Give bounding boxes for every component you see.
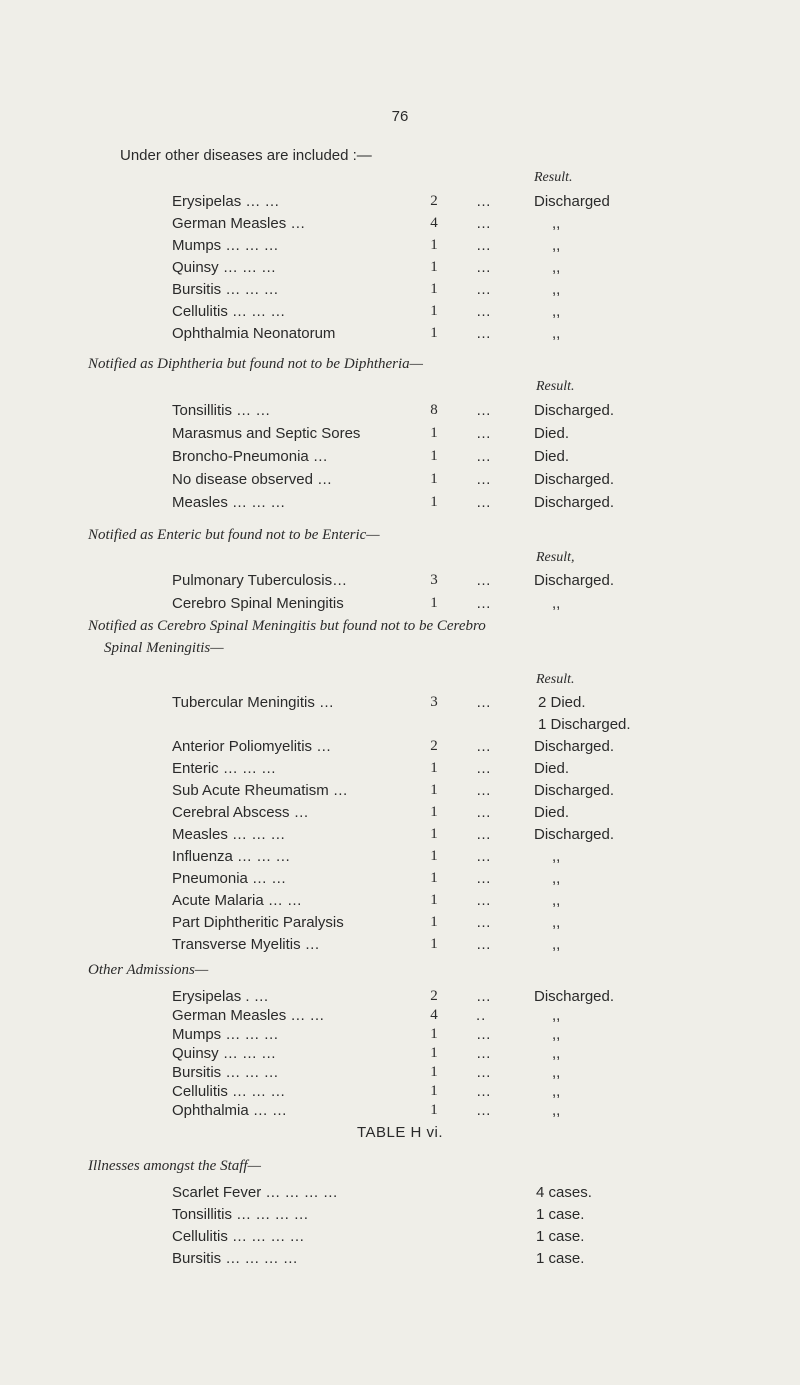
table-row [172,760,712,781]
case-count: 1 [430,471,438,487]
table-row [172,303,712,324]
table-row [172,237,712,258]
disease-name: Mumps … … … [172,1026,279,1043]
disease-name: Tonsillitis … … [172,402,271,419]
leader-dots: … [476,425,492,442]
result-heading: Result. [534,170,573,185]
table-heading: TABLE H vi. [356,1124,444,1141]
result-value: Discharged. [534,782,615,799]
case-count: 3 [430,572,438,588]
result-value: ,, [552,914,561,931]
table-row [172,425,712,446]
table-row [172,402,712,423]
disease-name: Tubercular Meningitis … [172,694,335,711]
leader-dots: … [476,193,492,210]
case-count: 1 [430,1064,438,1080]
case-count: 1 [430,237,438,253]
result-value: ,, [552,1026,561,1043]
table-row [172,1083,712,1103]
disease-name: Quinsy … … … [172,1045,277,1062]
leader-dots: … [476,215,492,232]
case-count: 1 case. [536,1228,585,1245]
page-number: 76 [391,108,409,125]
table-row [172,936,712,957]
disease-name: Bursitis … … … [172,1064,279,1081]
table-row [172,1064,712,1085]
result-value: ,, [552,1045,561,1062]
result-value: Discharged. [534,826,615,843]
table-row [172,782,712,803]
leader-dots: … [476,572,492,589]
section-title: Notified as Cerebro Spinal Meningitis but found not to be Cerebro [88,618,486,634]
table-row [172,193,712,214]
result-value: ,, [552,1007,561,1024]
disease-name: Bursitis … … … [172,281,279,298]
case-count: 1 [430,914,438,930]
result-value: Died. [534,425,570,442]
table-row [172,848,712,869]
result-value: ,, [552,936,561,953]
disease-name: Influenza … … … [172,848,291,865]
leader-dots: … [476,448,492,465]
leader-dots: … [476,738,492,755]
leader-dots: … [476,471,492,488]
disease-name: Cerebro Spinal Meningitis [172,595,344,612]
case-count: 1 [430,425,438,441]
table-row [172,448,712,469]
result-value: ,, [552,237,561,254]
result-value: Discharged [534,193,610,210]
case-count: 2 [430,988,438,1004]
leader-dots: … [476,1045,492,1062]
table-row [172,471,712,492]
result-value: Died. [534,448,570,465]
case-count: 1 case. [536,1250,585,1267]
table-row [172,988,712,1009]
disease-name: German Measles … … [172,1007,325,1024]
result-value: ,, [552,848,561,865]
case-count: 1 [430,782,438,798]
illness-name: Cellulitis … … … … [172,1228,305,1245]
result-value: Discharged. [534,572,615,589]
disease-name: German Measles … [172,215,306,232]
result-value: ,, [552,870,561,887]
leader-dots: … [476,1102,491,1119]
result-value: ,, [552,215,561,232]
table-row [172,1007,712,1028]
case-count: 1 [430,494,438,510]
disease-name: No disease observed … [172,471,333,488]
case-count: 1 [430,325,438,341]
disease-name: Cerebral Abscess … [172,804,309,821]
table-row [172,1026,712,1047]
leader-dots: … [476,804,492,821]
illness-name: Scarlet Fever … … … … [172,1184,338,1201]
leader-dots: … [476,760,492,777]
leader-dots: … [476,988,492,1005]
table-row [172,259,712,280]
leader-dots: … [476,870,492,887]
result-value: Discharged. [534,402,615,419]
table-row [172,595,712,616]
result-value: ,, [552,281,561,298]
case-count: 1 [430,1083,438,1099]
result-heading: Result. [536,379,575,394]
intro-text: Under other diseases are included :— [120,147,372,164]
disease-name: Mumps … … … [172,237,279,254]
leader-dots: … [476,826,492,843]
disease-name: Measles … … … [172,826,286,843]
disease-name: Cellulitis … … … [172,303,286,320]
illness-name: Tonsillitis … … … … [172,1206,309,1223]
disease-name: Ophthalmia Neonatorum [172,325,336,342]
case-count: 4 [430,1007,438,1023]
table-row [172,1045,712,1066]
table-row [172,694,712,715]
disease-name: Ophthalmia … … [172,1102,288,1119]
section-title: Notified as Enteric but found not to be Enteric— [88,527,380,543]
table-row [172,281,712,302]
result-value: ,, [552,1083,561,1100]
result-value: ,, [552,325,561,342]
disease-name: Marasmus and Septic Sores [172,425,361,442]
case-count: 1 case. [536,1206,585,1223]
leader-dots: … [476,259,492,276]
leader-dots: … [476,281,492,298]
table-row [172,1206,652,1227]
section-title: Illnesses amongst the Staff— [88,1158,261,1174]
leader-dots: … [476,694,492,711]
leader-dots: … [476,936,492,953]
result-heading: Result. [536,672,575,687]
result-value: ,, [552,303,561,320]
case-count: 1 [430,848,438,864]
disease-name: Broncho-Pneumonia … [172,448,328,465]
result-value: Died. [534,804,570,821]
case-count: 1 [430,826,438,842]
table-row [172,738,712,759]
disease-name: Acute Malaria … … [172,892,303,909]
leader-dots: … [476,402,492,419]
leader-dots: … [476,1083,491,1100]
disease-name: Part Diphtheritic Paralysis [172,914,344,931]
table-row [172,826,712,847]
leader-dots: … [476,1026,492,1043]
case-count: 1 [430,1045,438,1061]
result-value: ,, [552,259,561,276]
result-value: ,, [552,892,561,909]
disease-name: Transverse Myelitis … [172,936,320,953]
case-count: 2 [430,193,438,209]
table-row [172,892,712,913]
disease-name: Pulmonary Tuberculosis… [172,572,348,589]
leader-dots: .. [476,1007,487,1024]
case-count: 1 [430,760,438,776]
table-row [172,870,712,891]
leader-dots: … [476,892,492,909]
illness-name: Bursitis … … … … [172,1250,298,1267]
section-title: Other Admissions— [88,962,209,978]
case-count: 1 [430,804,438,820]
case-count: 4 cases. [536,1184,592,1201]
case-count: 1 [430,281,438,297]
case-count: 3 [430,694,438,710]
table-row [172,1184,652,1205]
table-row [172,1102,712,1122]
leader-dots: … [476,303,492,320]
section-title-continued: Spinal Meningitis— [104,640,224,656]
result-value: Discharged. [534,471,615,488]
disease-name: Cellulitis … … … [172,1083,286,1100]
table-row [172,325,712,346]
case-count: 1 [430,936,438,952]
case-count: 1 [430,595,438,611]
result-value: Discharged. [534,494,615,511]
table-row [172,494,712,515]
disease-name: Pneumonia … … [172,870,287,887]
case-count: 1 [430,303,438,319]
result-value: Discharged. [534,988,615,1005]
disease-name: Enteric … … … [172,760,277,777]
case-count: 1 [430,448,438,464]
disease-name: Quinsy … … … [172,259,277,276]
leader-dots: … [476,494,492,511]
case-count: 1 [430,870,438,886]
result-heading: Result, [536,550,575,565]
result-value: Discharged. [534,738,615,755]
result-value: Died. [534,760,570,777]
table-row [172,215,712,236]
table-row [172,716,712,737]
result-value: 1 Discharged. [538,716,631,733]
leader-dots: … [476,1064,492,1081]
leader-dots: … [476,848,492,865]
section-title: Notified as Diphtheria but found not to be Diphtheria— [88,356,423,372]
disease-name: Measles … … … [172,494,286,511]
disease-name: Anterior Poliomyelitis … [172,738,332,755]
leader-dots: … [476,595,492,612]
table-row [172,1228,652,1249]
table-row [172,1250,652,1271]
disease-name: Erysipelas . … [172,988,269,1005]
case-count: 1 [430,892,438,908]
case-count: 1 [430,259,438,275]
table-row [172,572,712,593]
disease-name: Erysipelas … … [172,193,280,210]
result-value: 2 Died. [538,694,586,711]
case-count: 1 [430,1102,438,1118]
table-row [172,914,712,935]
disease-name: Sub Acute Rheumatism … [172,782,348,799]
leader-dots: … [476,782,492,799]
leader-dots: … [476,325,492,342]
case-count: 1 [430,1026,438,1042]
case-count: 4 [430,215,438,231]
leader-dots: … [476,914,492,931]
leader-dots: … [476,237,492,254]
table-row [172,804,712,825]
case-count: 2 [430,738,438,754]
case-count: 8 [430,402,438,418]
result-value: ,, [552,1102,561,1119]
result-value: ,, [552,595,561,612]
result-value: ,, [552,1064,561,1081]
